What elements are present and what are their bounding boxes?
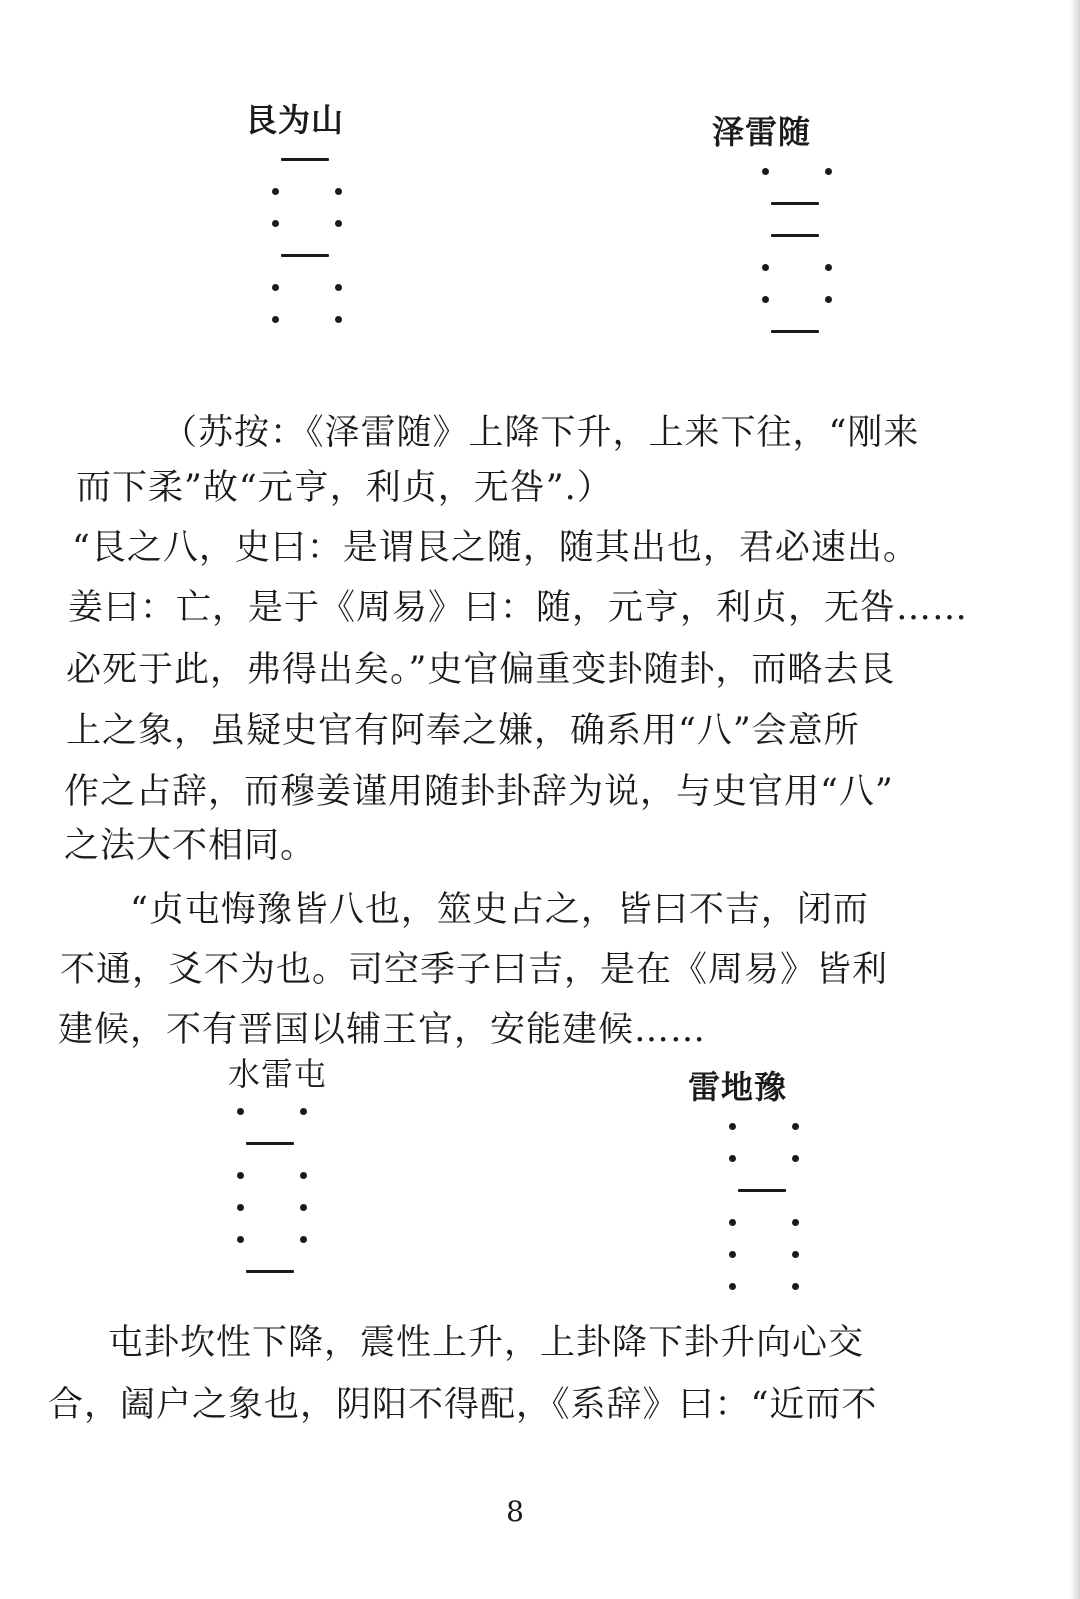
body-text-line: （苏按：《泽雷随》上降下升，上来下往，“刚来 [162, 413, 920, 453]
yin-line-dot [792, 1219, 799, 1226]
yin-line-dot [237, 1172, 244, 1179]
yin-line-dot [825, 168, 832, 175]
hexagram-title-yu: 雷地豫 [688, 1068, 788, 1106]
hexagram-title-gen: 艮为山 [245, 101, 345, 139]
yang-line [246, 1142, 294, 1145]
yin-line-dot [272, 188, 279, 195]
hexagram-title-zhun: 水雷屯 [228, 1055, 328, 1093]
body-text-line: 上之象，虽疑史官有阿奉之嫌，确系用“八”会意所 [66, 711, 860, 751]
scan-edge-shadow [1070, 0, 1080, 1599]
yin-line-dot [272, 316, 279, 323]
body-text-line: 必死于此，弗得出矣。”史官偏重变卦随卦，而略去艮 [66, 650, 896, 690]
yin-line-dot [729, 1283, 736, 1290]
yin-line-dot [300, 1236, 307, 1243]
body-text-line: 作之占辞，而穆姜谨用随卦卦辞为说，与史官用“八” [64, 772, 894, 812]
yin-line-dot [729, 1123, 736, 1130]
yin-line-dot [792, 1155, 799, 1162]
yang-line [771, 202, 819, 205]
body-text-line: 不通，爻不为也。司空季子曰吉，是在《周易》皆利 [60, 950, 889, 990]
yin-line-dot [237, 1204, 244, 1211]
body-text-line: 之法大不相同。 [64, 826, 317, 866]
body-text-line: 合，阖户之象也，阴阳不得配，《系辞》曰：“近而不 [48, 1385, 878, 1425]
yang-line [246, 1270, 294, 1273]
yin-line-dot [792, 1251, 799, 1258]
body-text-line: 屯卦坎性下降，震性上升，上卦降下卦升向心交 [108, 1323, 865, 1363]
yin-line-dot [825, 296, 832, 303]
yin-line-dot [300, 1204, 307, 1211]
yin-line-dot [762, 296, 769, 303]
yin-line-dot [237, 1236, 244, 1243]
yang-line [771, 234, 819, 237]
yin-line-dot [300, 1172, 307, 1179]
body-text-line: 姜曰：亡，是于《周易》曰：随，元亨，利贞，无咎…… [68, 588, 969, 628]
yin-line-dot [272, 220, 279, 227]
yin-line-dot [272, 284, 279, 291]
body-text-line: “贞屯悔豫皆八也，筮史占之，皆曰不吉，闭而 [130, 890, 869, 930]
body-text-line: 而下柔”故“元亨，利贞，无咎”.） [76, 468, 613, 508]
hexagram-title-sui: 泽雷随 [712, 113, 812, 151]
page-number: 8 [506, 1495, 524, 1528]
body-text-line: 建候，不有晋国以辅王官，安能建候…… [58, 1010, 707, 1050]
yang-line [281, 158, 329, 161]
yin-line-dot [729, 1219, 736, 1226]
yin-line-dot [300, 1108, 307, 1115]
yin-line-dot [335, 284, 342, 291]
yang-line [771, 330, 819, 333]
yin-line-dot [792, 1283, 799, 1290]
yin-line-dot [729, 1155, 736, 1162]
yin-line-dot [762, 168, 769, 175]
yin-line-dot [335, 316, 342, 323]
yang-line [738, 1189, 786, 1192]
yin-line-dot [825, 264, 832, 271]
yin-line-dot [335, 188, 342, 195]
yin-line-dot [792, 1123, 799, 1130]
yin-line-dot [729, 1251, 736, 1258]
yin-line-dot [335, 220, 342, 227]
yin-line-dot [237, 1108, 244, 1115]
body-text-line: “艮之八，史曰：是谓艮之随，随其出也，君必速出。 [72, 528, 919, 568]
yin-line-dot [762, 264, 769, 271]
yang-line [281, 254, 329, 257]
